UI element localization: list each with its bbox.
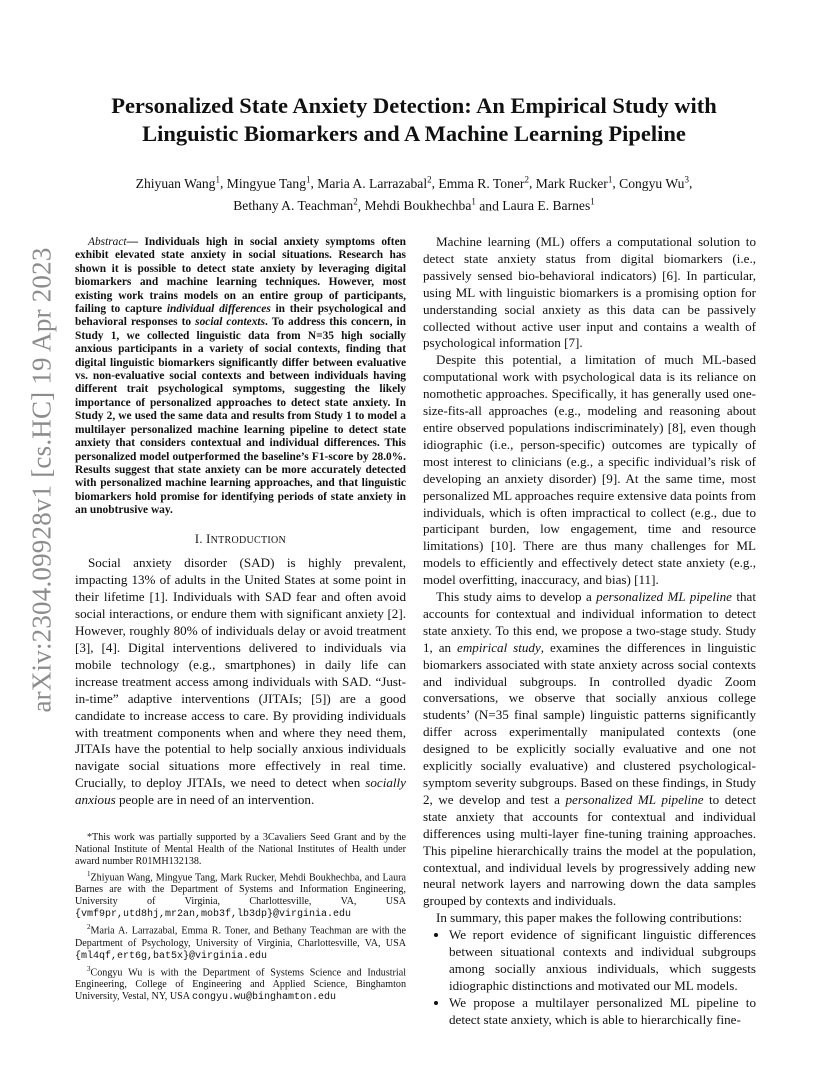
author: Emma R. Toner$^2$: [438, 174, 529, 191]
intro-paragraph: Social anxiety disorder (SAD) is highly prevalent, impacting 13% of adults in the United States at some point in their lifetime [1]. Individuals with SAD fear and often avoid social interactions, or endure them with significant anxiety [2]. However, roughly 80% of individuals delay or avoid treatment [3], [4]. Digital interventions delivered to individuals via mobile technology (e.g., smartphones) in daily life can increase treatment access among individuals with SAD. “Just-in-time” adaptive interventions (JITAIs; [5]) are a good candidate to increase access to care. By providing individuals with treatment components when and where they need them, JITAIs have the potential to help socially anxious individuals navigate social situations more effectively in real time. Crucially, to deploy JITAIs, we need to detect when socially anxious people are in need of an intervention.: [75, 555, 406, 808]
section-heading-introduction: I. INTRODUCTION: [194, 531, 287, 546]
body-paragraph: Machine learning (ML) offers a computational solution to detect state anxiety status from digital biomarkers (i.e., passively sensed bio-behavioral indicators) [6]. In particular, using ML with linguistic biomarkers is a promising option for understanding social anxiety as this data can be passively collected without active user input and contains a wealth of psychological information [7].: [423, 234, 756, 351]
author: Bethany A. Teachman$^2$: [233, 196, 358, 214]
author: Mingyue Tang$^1$: [226, 174, 311, 191]
footnote-3: $^3$Congyu Wu is with the Department of Systems Science and Industrial Engineering, College of Engineering and Applied Science, Binghamton University, Vestal, NY, USA congyu.wu@binghamton.edu: [75, 964, 406, 1004]
footnote-1: $^1$Zhiyuan Wang, Mingyue Tang, Mark Rucker, Mehdi Boukhechba, and Laura Barnes are with the Department of Systems and Information Engineering, University of Virginia, Charlottesville, VA, USA {vmf9pr,utd8hj,mr2an,mob3f,lb3dp}@virginia.edu: [75, 870, 406, 921]
arxiv-stamp: [22, 247, 62, 713]
list-item: • We report evidence of significant linguistic differences between situational contexts and individual subgroups among socially anxious individuals, which suggests idiographic distinctions and motivated our ML models.: [449, 927, 756, 995]
right-column: [423, 234, 756, 1029]
list-item: • We propose a multilayer personalized ML pipeline to detect state anxiety, which is able to hierarchically fine-: [449, 995, 756, 1029]
arxiv-stamp-text: arXiv:2304.09928v1 [cs.HC] 19 Apr 2023: [26, 247, 57, 713]
author: Mark Rucker$^1$: [535, 174, 613, 191]
footnote-funding: *This work was partially supported by a 3Cavaliers Seed Grant and by the National Institute of Mental Health of the National Institutes of Health under award number R01MH132138.: [75, 832, 406, 868]
author: Maria A. Larrazabal$^2$: [317, 174, 432, 191]
paper-title: Personalized State Anxiety Detection: An Empirical Study with Linguistic Biomarkers and A Machine Learning Pipeline: [111, 93, 717, 146]
author: Zhiyuan Wang$^1$: [135, 174, 220, 191]
abstract: Abstract— Individuals high in social anxiety symptoms often exhibit elevated state anxiety in social situations. Research has shown it is possible to detect state anxiety by leveraging digital biomarkers and machine learning techniques. However, most existing work trains models on an entire group of participants, failing to capture individual differences in their psychological and behavioral responses to social contexts. To address this concern, in Study 1, we collected linguistic data from N=35 high socially anxious participants in a variety of social contexts, finding that digital linguistic biomarkers significantly differ between evaluative vs. non-evaluative social contexts and between individuals having different trait psychological symptoms, suggesting the likely importance of personalized approaches to detect state anxiety. In Study 2, we used the same data and results from Study 1 to model a multilayer personalized machine learning pipeline to detect state anxiety that considers contextual and individual differences. This personalized model outperformed the baseline’s F1-score by 28.0%. Results suggest that state anxiety can be more accurately detected with personalized machine learning approaches, and that linguistic biomarkers hold promise for identifying periods of state anxiety in an unobtrusive way.: [75, 236, 407, 517]
author: Mehdi Boukhechba$^1$: [364, 196, 476, 214]
footnote-2: $^2$Maria A. Larrazabal, Emma R. Toner, and Bethany Teachman are with the Department of Psychology, University of Virginia, Charlottesville, VA, USA {ml4qf,ert6g,bat5x}@virginia.edu: [75, 923, 406, 962]
author-list: Zhiyuan Wang$^1$, Mingyue Tang$^1$, Maria A. Larrazabal$^2$, Emma R. Toner$^2$, Mark Rucker$^1$, Congyu Wu$^3$, Bethany A. Teachman$^2$, Mehdi Boukhechba$^1$ and Laura E. Barnes$^1$: [135, 174, 693, 214]
left-column: [75, 236, 406, 1004]
author: Laura E. Barnes$^1$: [502, 196, 595, 214]
body-paragraph: In summary, this paper makes the following contributions:: [436, 910, 743, 926]
contribution-list: [423, 927, 756, 1028]
body-paragraph: Despite this potential, a limitation of much ML-based computational work with psychological data is its reliance on nomothetic approaches. Specifically, it has generally used one-size-fits-all approaches (e.g., modeling and reasoning about entire observed populations indiscriminately) [8], even though idiographic (i.e., person-specific) outcomes are typically of most interest to clinicians (e.g., a specific individual’s risk of developing an anxiety disorder) [9]. At the same time, most personalized ML approaches require extensive data points from individuals, which is often impractical to collect (e.g., due to participant burden, low engagement, time and resource limitations) [10]. There are thus many challenges for ML models to efficiently and effectively detect state anxiety (e.g., model overfitting, inaccuracy, and bias) [11].: [423, 352, 756, 588]
body-paragraph: This study aims to develop a personalized ML pipeline that accounts for contextual and individual information to detect state anxiety. To this end, we propose a two-stage study. Study 1, an empirical study, examines the differences in linguistic biomarkers associated with state anxiety across social contexts and individual subgroups. In controlled dyadic Zoom conversations, we observe that socially anxious college students’ (N=35 final sample) linguistic patterns significantly differ across experimentally manipulated contexts (one designed to be explicitly socially evaluative and one not explicitly socially evaluative) and clustered psychological-symptom severity subgroups. Based on these findings, in Study 2, we develop and test a personalized ML pipeline to detect state anxiety that accounts for contextual and individual differences using multi-layer fine-tuning training approaches. This pipeline hierarchically trains the model at the population, contextual, and individual levels by progressively adding new neural network layers and narrowing down the data samples grouped by contexts and individuals.: [423, 589, 756, 909]
author: Congyu Wu$^3$: [619, 174, 689, 191]
footnotes: [75, 832, 406, 1004]
